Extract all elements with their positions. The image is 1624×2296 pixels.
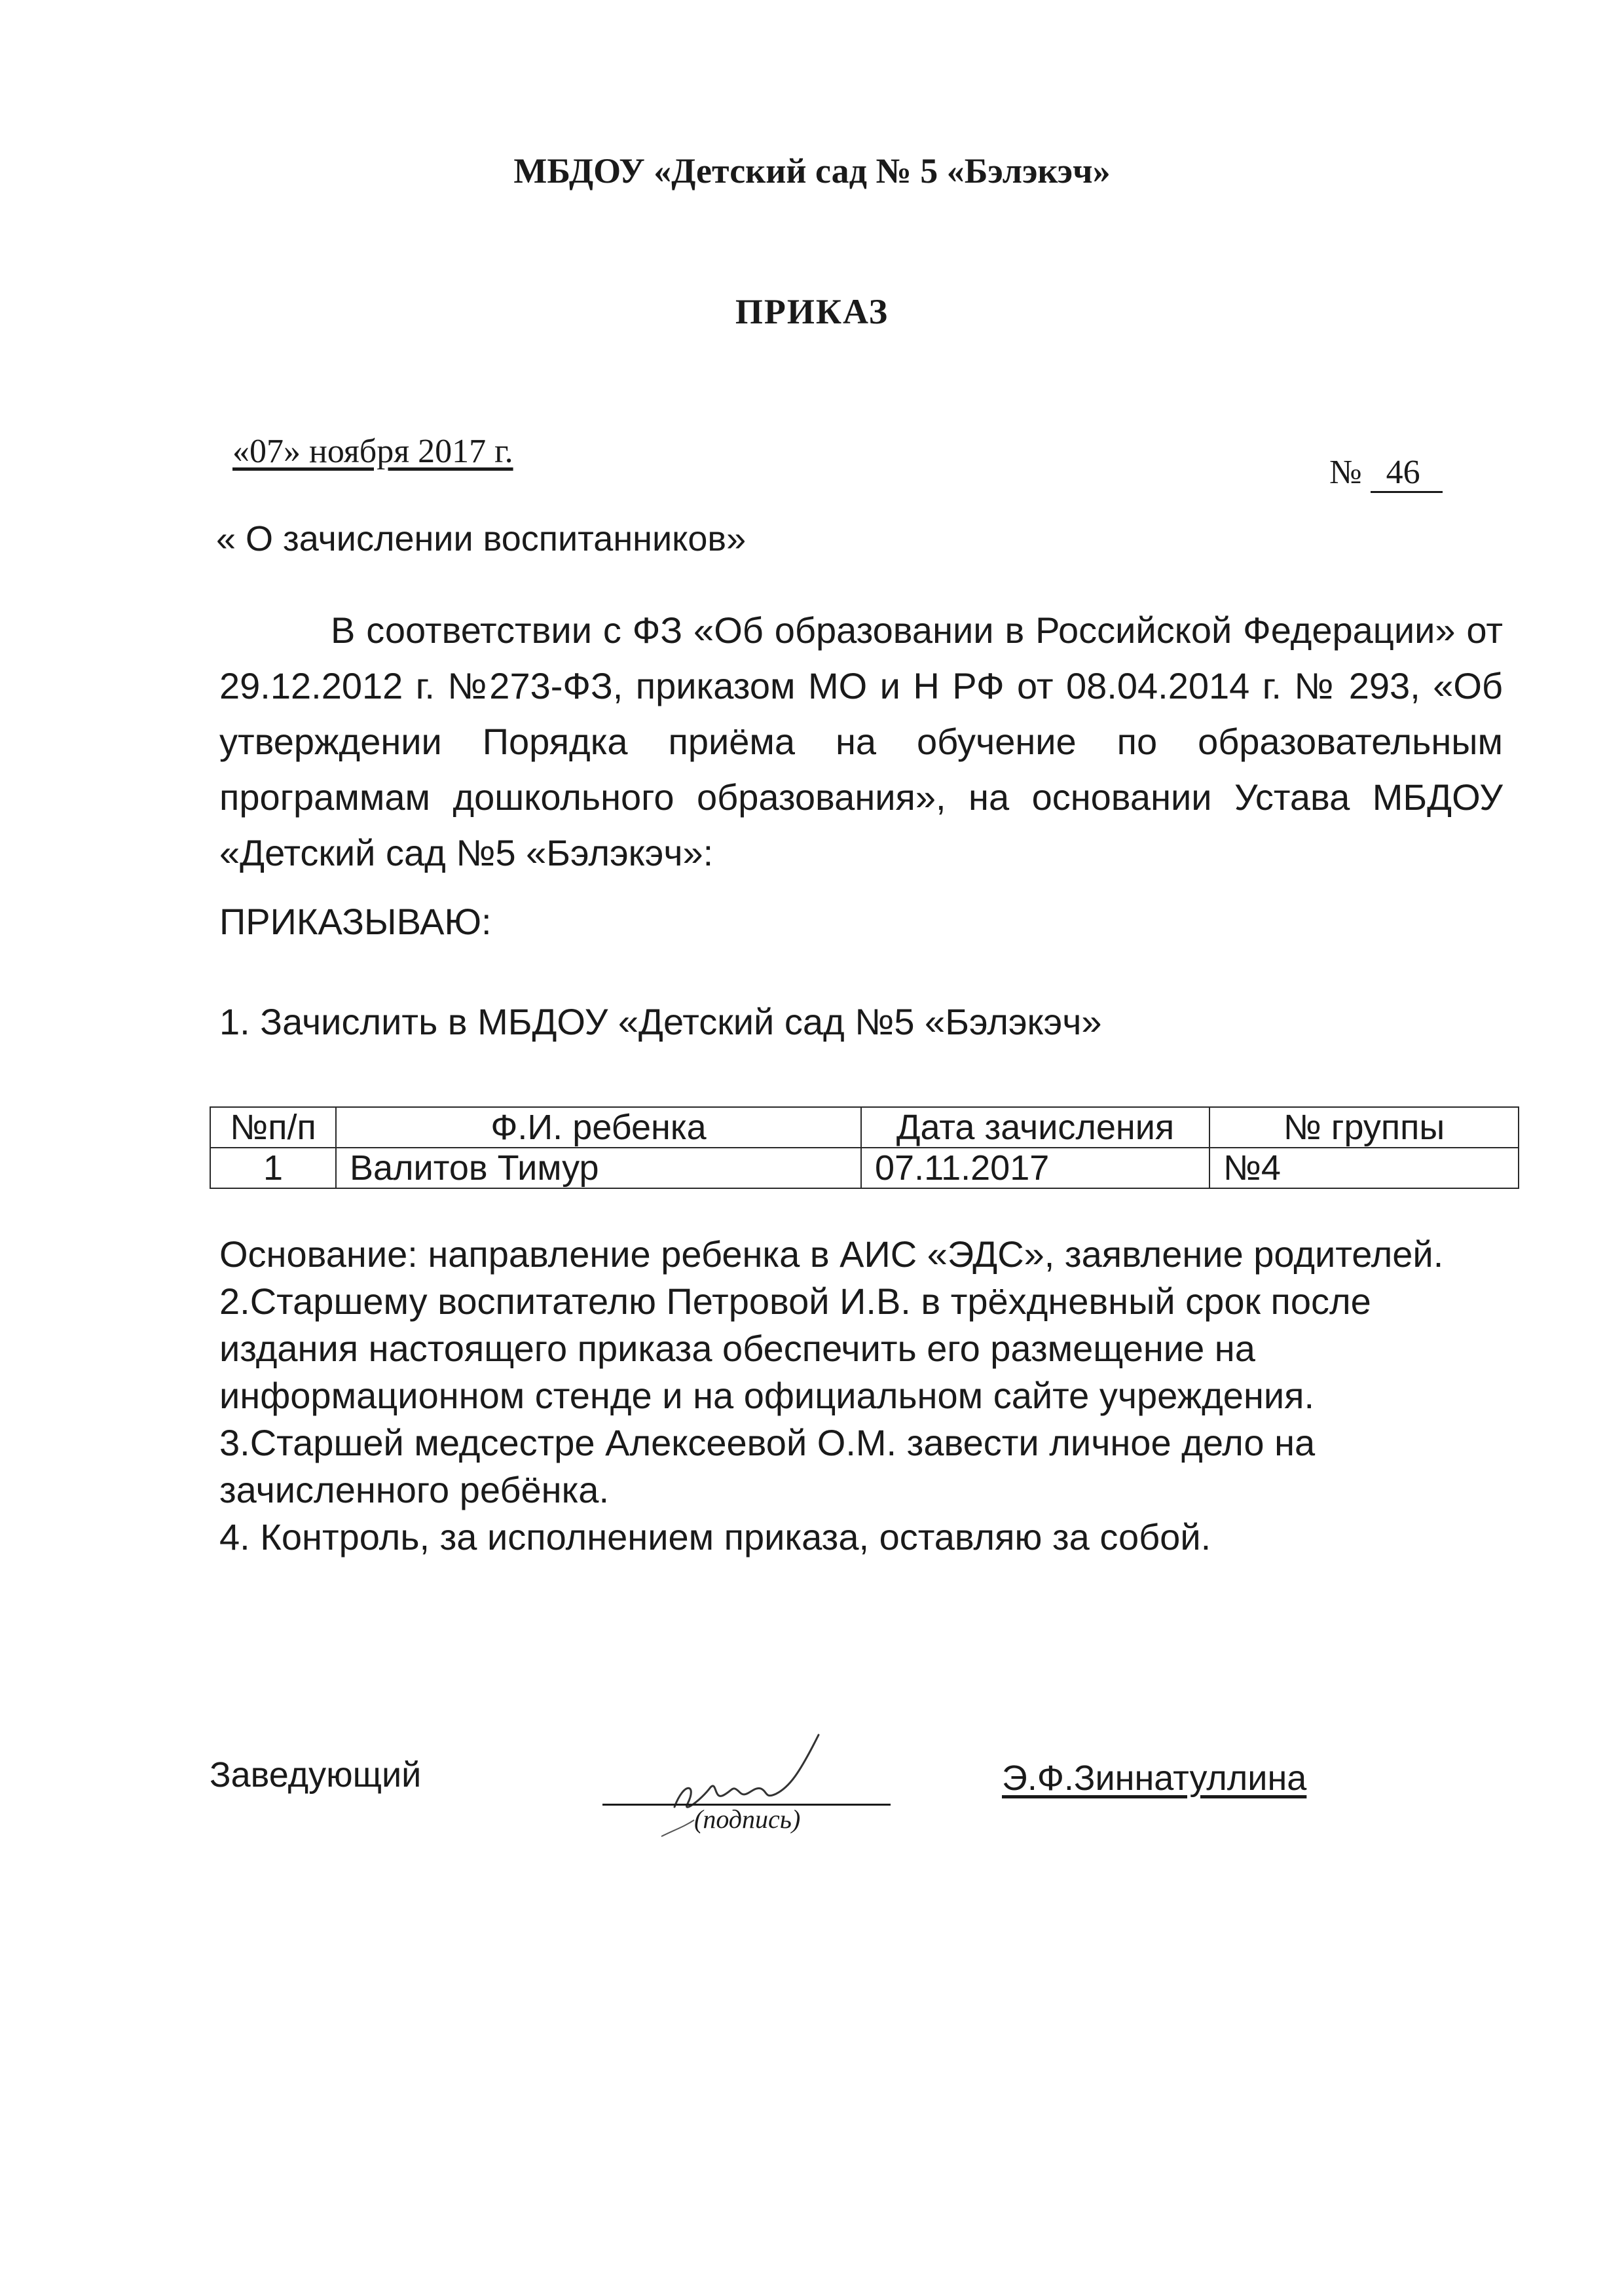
order-number bbox=[1329, 453, 1443, 493]
table-cell: №4 bbox=[1209, 1148, 1519, 1188]
children-table bbox=[210, 1106, 1519, 1189]
basis-line: Основание: направление ребенка в АИС «ЭДС», заявление родителей. bbox=[219, 1233, 1444, 1275]
table-header-cell: №п/п bbox=[210, 1107, 336, 1148]
order-number-value: 46 bbox=[1371, 455, 1443, 493]
order-heading: ПРИКАЗЫВАЮ: bbox=[219, 901, 492, 942]
table-cell: 07.11.2017 bbox=[861, 1148, 1209, 1188]
order-number-prefix: № bbox=[1329, 454, 1362, 491]
table-header-cell: Ф.И. ребенка bbox=[336, 1107, 861, 1148]
table-header-row bbox=[210, 1107, 1519, 1148]
order-item-2: 2.Старшему воспитателю Петровой И.В. в трёхдневный срок после издания настоящего приказа обеспечить его размещение на информационном стенде и на официальном сайте учреждения. bbox=[219, 1281, 1371, 1416]
preamble-paragraph: В соответствии с ФЗ «Об образовании в Российской Федерации» от 29.12.2012 г. №273-ФЗ, приказом МО и Н РФ от 08.04.2014 г. № 293, «Об утверждении Порядка приёма на обучение по образовательным программам дошкольного образования», на основании Устава МБДОУ «Детский сад №5 «Бэлэкэч»: bbox=[219, 610, 1503, 873]
signature-caption: (подпись) bbox=[694, 1804, 801, 1834]
order-subject: « О зачислении воспитанников» bbox=[216, 519, 747, 558]
table-cell: 1 bbox=[210, 1148, 336, 1188]
table-header-cell: № группы bbox=[1209, 1107, 1519, 1148]
order-item-3: 3.Старшей медсестре Алексеевой О.М. завести личное дело на зачисленного ребёнка. bbox=[219, 1422, 1316, 1510]
table-header-cell: Дата зачисления bbox=[861, 1107, 1209, 1148]
order-items bbox=[219, 1231, 1477, 1561]
order-item-4: 4. Контроль, за исполнением приказа, оставляю за собой. bbox=[219, 1516, 1211, 1558]
signatory-position: Заведующий bbox=[210, 1755, 422, 1795]
table-cell: Валитов Тимур bbox=[336, 1148, 861, 1188]
order-date: «07» ноября 2017 г. bbox=[232, 433, 513, 470]
enrollment-item: 1. Зачислить в МБДОУ «Детский сад №5 «Бэлэкэч» bbox=[219, 1001, 1102, 1042]
signatory-name: Э.Ф.Зиннатуллина bbox=[1002, 1758, 1307, 1798]
organization-name: МБДОУ «Детский сад № 5 «Бэлэкэч» bbox=[513, 151, 1111, 191]
table-row bbox=[210, 1148, 1519, 1188]
document-title: ПРИКАЗ bbox=[735, 292, 889, 331]
